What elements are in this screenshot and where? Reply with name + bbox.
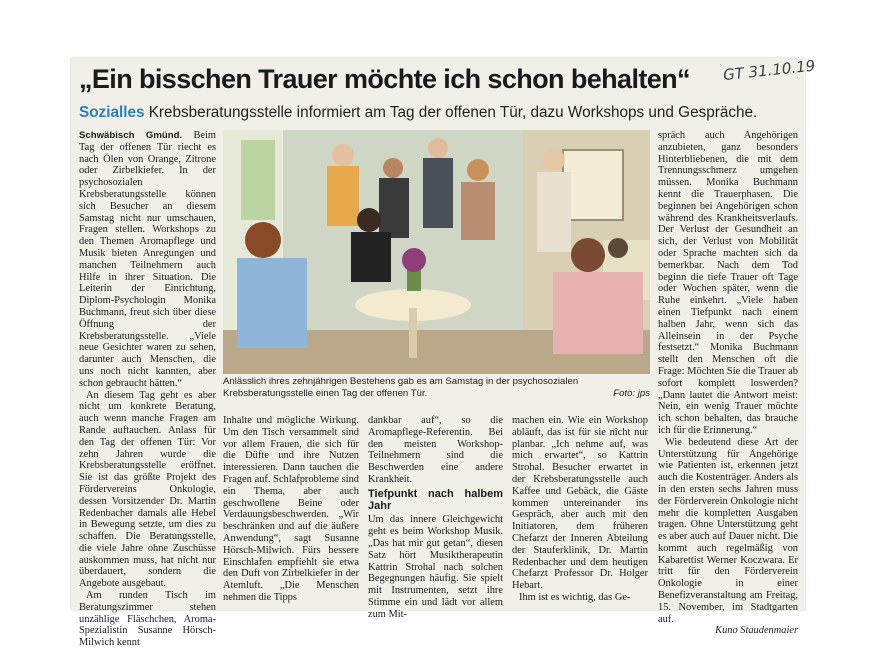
paragraph: Um das innere Gleichgewicht geht es beim Workshop Musik. „Das hat mir gut getan“, diesen Satz hört Musiktherapeutin Kattrin Strohal nach solchen Begegnungen häufig. Sie spielt mit Instrumenten, setzt ihre Stimme ein und lädt vor allem zum Mit- bbox=[368, 514, 503, 620]
paragraph: dankbar auf“, so die Aromapflege-Referentin. Bei den meisten Workshop-Teilnehmern sind die Beschwerden eine andere Krankheit. bbox=[368, 415, 503, 485]
paragraph: Wie bedeutend diese Art der Unterstützung für Angehörige wie Patienten ist, erkennen jetzt auch die Kostenträger. Anders als in den ersten sechs Jahren muss der Förderverein Onkologie nicht mehr die kompletten Ausgaben tragen. Ohne Unterstützung geht es aber auch auf Dauer nicht. Die kommt auch regelmäßig von Kabarettist Werner Koczwara. Er tritt für den Förderverein Onkologie in einer Benefizveranstaltung am Freitag, 15. November, im Stadtgarten auf. bbox=[658, 436, 798, 625]
paragraph: spräch auch Angehörigen anzubieten, ganz besonders Hinterbliebenen, die mit dem Trennungsschmerz umgehen müssen. Monika Buchmann kennt die Trauerphasen. Die beginnen bei Angehörigen schon während des Krankheitsverlaufs. Der Verlust der Gesundheit an sich, der Verlust von Mobilität oder Sprache machten sich da bemerkbar. Nach dem Tod beginn die tiefe Trauer oft Tage oder Wochen später, wenn die Ruhe einkehrt. „Viele haben einen Tiefpunkt nach einem halben Jahr, wenn sich das Alleinsein in der Psyche festsetzt.“ Monika Buchmann stellt den Menschen oft die Frage: Möchten Sie die Trauer ab sofort komplett loswerden? „Dann lautet die Antwort meist: Nein, ein wenig Trauer möchte ich schon behalten, das brauche ich für die Erinnerung.“ bbox=[658, 130, 798, 436]
text-column-3 bbox=[368, 415, 503, 620]
caption-text: Anlässlich ihres zehnjährigen Bestehens gab es am Samstag in der psychosozialen Krebsberatungsstelle einen Tag der offenen Tür. bbox=[223, 376, 579, 399]
paragraph: An diesem Tag geht es aber nicht um konkrete Beratung, auch wenn manche Fragen am Rande auftauchen. Anlass für den Tag der offenen Tür: Vor zehn Jahren wurde die Krebsberatungsstelle eröffnet. Sie ist das größte Projekt des Fördervereins Onkologie, dessen Vorsitzender Dr. Martin Redenbacher damals alle Hebel in Bewegung setzte, um dies zu schaffen. Die Beratungsstelle, die viele Jahre ohne Zuschüsse auskommen muss, hat nicht nur überdauert, sondern die Angebote ausgebaut. bbox=[79, 389, 216, 590]
paragraph: Inhalte und mögliche Wirkung. Um den Tisch versammelt sind vor allem Frauen, die sich für die Düfte und ihre Nutzen interessieren. Dann tauchen die Fragen auf. Schlafprobleme sind ein Thema, aber auch geschwollene Beine oder Verdauungsbeschwerden. „Wir beschränken und auf die äußere Anwendung“, sagt Susanne Hörsch-Milwich. Fürs bessere Einschlafen empfiehlt sie etwa den Duft von Zirbelkiefer in der Atemluft. „Die Menschen nehmen die Tipps bbox=[223, 415, 359, 603]
author-byline: Kuno Staudenmaier bbox=[715, 625, 798, 637]
photo-credit: Foto: jps bbox=[609, 388, 650, 400]
lead-text: Beim Tag der offenen Tür riecht es nach Ölen von Orange, Zitrone oder Zirbelkiefer. In der psychosozialen Krebsberatungsstelle können sich Besucher an diesem Samstag nicht nur umschauen, Fragen stellen. Workshops zu den Themen Aromapflege und Musik bieten Anregungen und manchen Teilnehmern auch Hilfe in ihrer Situation. Die Leiterin der Einrichtung, Diplom-Psychologin Monika Buchmann, freut sich über diese Öffnung der Krebsberatungsstelle. „Viele neue Gesichter waren zu sehen, darunter auch Menschen, die uns noch nicht kannten, aber schon gebraucht hätten.“ bbox=[79, 130, 216, 389]
newspaper-clipping bbox=[71, 56, 817, 649]
text-column-4 bbox=[512, 415, 648, 605]
subheadline-text: Krebsberatungsstelle informiert am Tag der offenen Tür, dazu Workshops und Gespräche. bbox=[148, 104, 758, 121]
lead-paragraph bbox=[79, 130, 216, 390]
paragraph: machen ein. Wie ein Workshop abläuft, das ist für sie nicht nur planbar. „Ich nehme auf, was mich erwartet“, so Kattrin Strohal. Besucher erwartet in der Krebsberatungsstelle auch Kaffee und Gebäck, die Gäste kommen untereinander ins Gespräch, aber auch mit den Initiatoren, dem früheren Chefarzt der Inneren Abteilung der Stauferklinik, Dr. Martin Redenbacher und dem heutigen Chefarzt Professor Dr. Holger Hebart. bbox=[512, 415, 648, 592]
headline: „Ein bisschen Trauer möchte ich schon behalten“ bbox=[79, 64, 690, 94]
text-column-5 bbox=[658, 130, 798, 637]
text-column-2 bbox=[223, 415, 359, 605]
handwritten-date-note: GT 31.10.19 bbox=[722, 56, 817, 85]
article-photo bbox=[223, 130, 650, 374]
paragraph: Ihm ist es wichtig, das Ge- bbox=[519, 591, 631, 603]
photo-caption bbox=[223, 376, 650, 399]
subheadline bbox=[79, 104, 799, 122]
photo-illustration bbox=[223, 130, 650, 374]
text-column-1 bbox=[79, 130, 216, 649]
paragraph: Am runden Tisch im Beratungszimmer stehen unzählige Fläschchen, Aroma-Spezialistin Susanne Hörsch-Milwich kennt bbox=[79, 590, 216, 649]
section-heading: Tiefpunkt nach halbem Jahr bbox=[368, 487, 503, 512]
dateline: Schwäbisch Gmünd. bbox=[79, 130, 183, 141]
category-tag: Sozialles bbox=[79, 104, 145, 121]
